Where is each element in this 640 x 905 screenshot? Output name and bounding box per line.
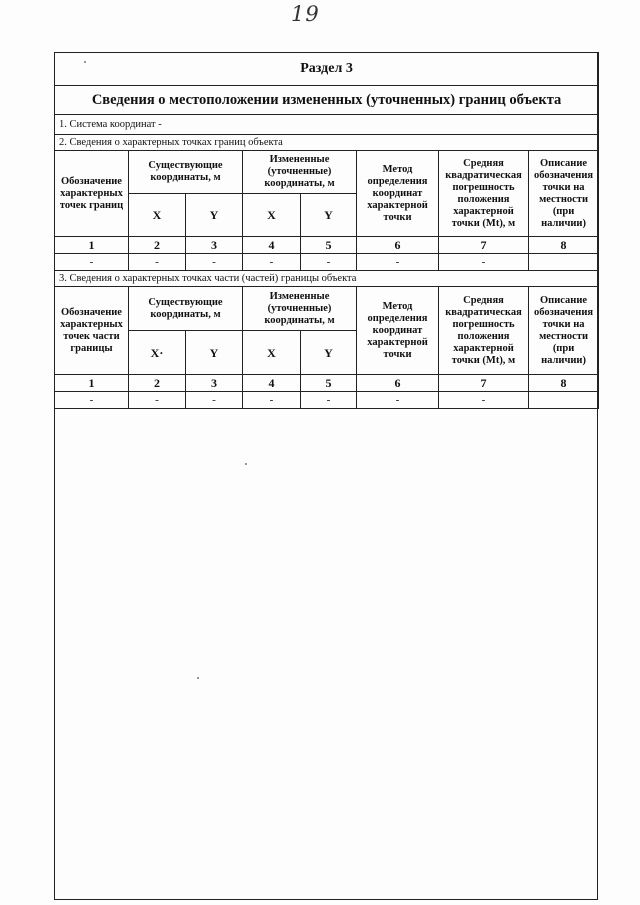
scan-speck	[84, 61, 86, 63]
part3-changed-header: Измененные (уточненные) координаты, м	[243, 287, 357, 331]
part2-heading: 2. Сведения о характерных точках границ объекта	[55, 135, 599, 151]
section-title: Сведения о местоположении измененных (уточненных) границ объекта	[55, 86, 599, 115]
part2-cell: -	[301, 254, 357, 271]
part3-cell	[529, 392, 599, 409]
part2-col-number: 8	[529, 237, 599, 254]
part3-col-number: 1	[55, 375, 129, 392]
part3-designation-header: Обозначение характерных точек части границы	[55, 287, 129, 375]
part3-col-number: 2	[129, 375, 186, 392]
section-3-table	[54, 52, 599, 409]
part3-cell: -	[243, 392, 301, 409]
scan-speck	[245, 463, 247, 465]
part3-changed-x: X	[243, 331, 301, 375]
part3-col-number: 4	[243, 375, 301, 392]
part2-existing-y: Y	[186, 194, 243, 237]
part2-cell: -	[129, 254, 186, 271]
part3-description-header: Описание обозначения точки на местности (при наличии)	[529, 287, 599, 375]
part3-cell: -	[129, 392, 186, 409]
part2-col-number: 2	[129, 237, 186, 254]
part2-cell: -	[186, 254, 243, 271]
part2-changed-x: X	[243, 194, 301, 237]
part2-cell: -	[357, 254, 439, 271]
part3-col-number: 3	[186, 375, 243, 392]
part3-cell: -	[186, 392, 243, 409]
part3-col-number: 5	[301, 375, 357, 392]
part3-cell: -	[439, 392, 529, 409]
part3-changed-y: Y	[301, 331, 357, 375]
part2-designation-header: Обозначение характерных точек границ	[55, 151, 129, 237]
part2-method-header: Метод определения координат характерной точки	[357, 151, 439, 237]
part2-existing-header: Существующие координаты, м	[129, 151, 243, 194]
part3-cell: -	[357, 392, 439, 409]
part2-col-number: 1	[55, 237, 129, 254]
section-label: Раздел 3	[55, 53, 599, 86]
part2-col-number: 6	[357, 237, 439, 254]
part2-cell: -	[55, 254, 129, 271]
part3-cell: -	[301, 392, 357, 409]
part2-cell	[529, 254, 599, 271]
coordinate-system-label: 1. Система координат -	[55, 115, 599, 135]
part2-col-number: 3	[186, 237, 243, 254]
part3-existing-header: Существующие координаты, м	[129, 287, 243, 331]
part3-existing-x: X·	[129, 331, 186, 375]
part2-existing-x: X	[129, 194, 186, 237]
part3-col-number: 6	[357, 375, 439, 392]
part3-error-header: Средняя квадратическая погрешность положения характерной точки (Mt), м	[439, 287, 529, 375]
part2-description-header: Описание обозначения точки на местности (при наличии)	[529, 151, 599, 237]
part2-col-number: 5	[301, 237, 357, 254]
part3-method-header: Метод определения координат характерной точки	[357, 287, 439, 375]
part2-changed-y: Y	[301, 194, 357, 237]
page-number: 19	[291, 2, 320, 26]
part3-col-number: 8	[529, 375, 599, 392]
part3-heading: 3. Сведения о характерных точках части (частей) границы объекта	[55, 271, 599, 287]
part2-changed-header: Измененные (уточненные) координаты, м	[243, 151, 357, 194]
part2-col-number: 7	[439, 237, 529, 254]
part3-col-number: 7	[439, 375, 529, 392]
part3-existing-y: Y	[186, 331, 243, 375]
part2-error-header: Средняя квадратическая погрешность положения характерной точки (Mt), м	[439, 151, 529, 237]
scan-speck	[197, 677, 199, 679]
part2-col-number: 4	[243, 237, 301, 254]
part2-cell: -	[243, 254, 301, 271]
part3-cell: -	[55, 392, 129, 409]
part2-cell: -	[439, 254, 529, 271]
